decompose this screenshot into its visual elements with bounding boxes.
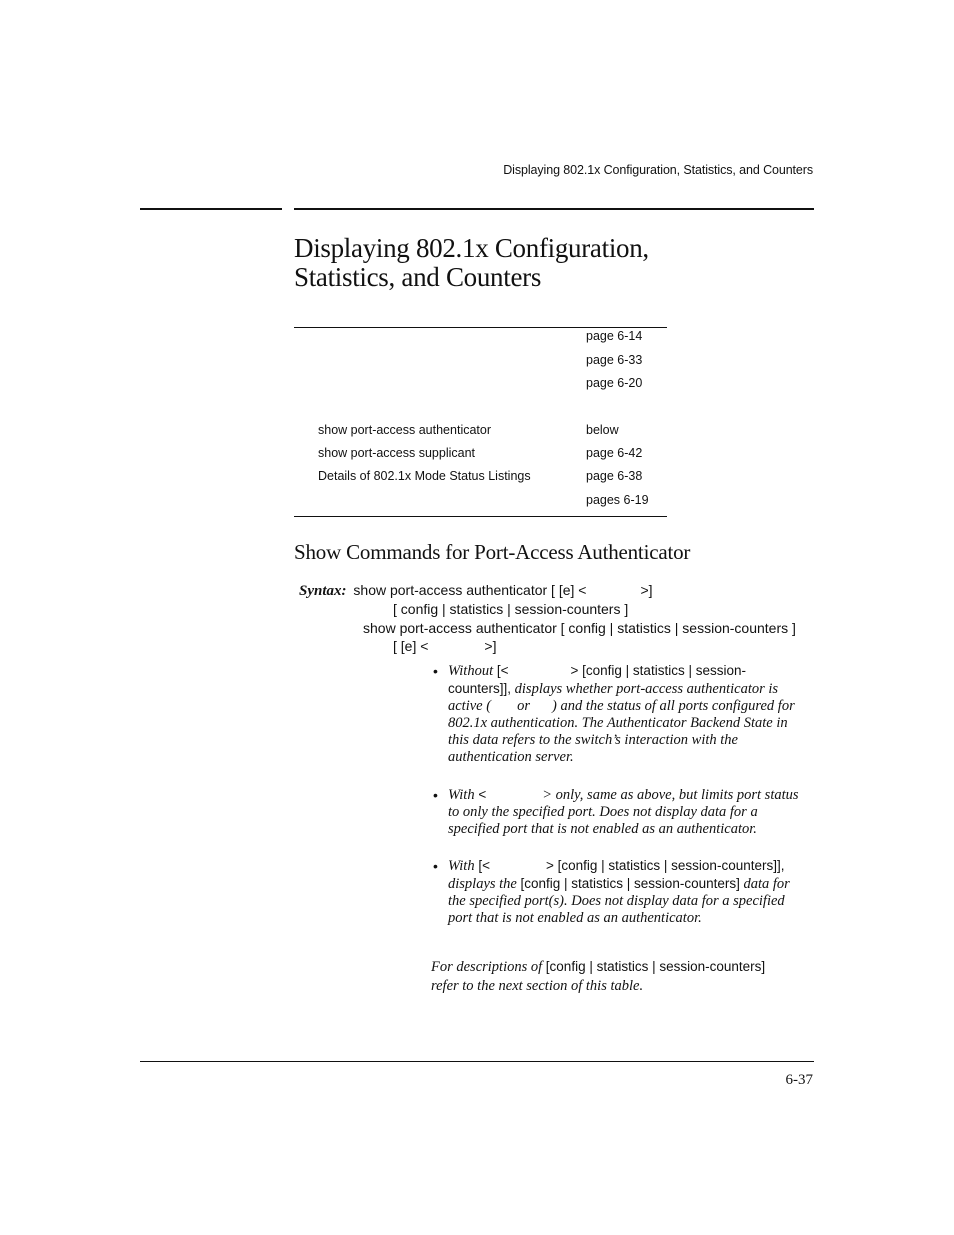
syntax-command-4: [ [e] < <box>393 638 429 654</box>
toc-row <box>294 423 667 443</box>
chapter-title <box>294 234 649 292</box>
bullet-item-without-port: Without [< > [config | statistics | session-counters]], displays whether port-access authenticator is active ( or ) and the status of all ports configured for 802.1x authentication. The Authenticator Backend State in this data refers to the switch’s interaction with the authentication server. <box>448 663 795 766</box>
syntax-command-1-end: >] <box>640 582 653 598</box>
syntax-line-1 <box>299 582 653 600</box>
chapter-title-line-1: Displaying 802.1x Configuration, <box>294 233 649 263</box>
toc-row <box>294 376 667 396</box>
toc-topic: show port-access supplicant <box>318 446 476 460</box>
section-heading: Show Commands for Port-Access Authenticator <box>294 540 691 564</box>
toc-topic: Details of 802.1x Mode Status Listings <box>318 469 531 483</box>
bullet-item-with-port-options: With [< > [config | statistics | session-counters]], displays the [config | statistics | session-counters] data for the specified port(s). Does not display data for a specified port that is not enabled as an authenticator. <box>448 858 790 927</box>
toc-row <box>294 446 667 466</box>
bullet-dot: • <box>433 858 438 874</box>
syntax-label: Syntax: <box>299 583 347 599</box>
descriptions-note: For descriptions of [config | statistics | session-counters] refer to the next section of this table. <box>431 959 766 994</box>
footer-rule <box>140 1061 814 1062</box>
toc-page-ref: page 6-38 <box>586 469 643 483</box>
syntax-line-2: [ config | statistics | session-counters ] <box>393 601 629 617</box>
toc-row <box>294 329 667 349</box>
chapter-title-line-2: Statistics, and Counters <box>294 262 542 292</box>
toc-page-ref: below <box>586 423 619 437</box>
header-rule-left <box>140 208 282 210</box>
header-rule-right <box>294 208 814 210</box>
toc-page-ref: page 6-42 <box>586 446 643 460</box>
topic-table <box>294 327 667 517</box>
toc-page-ref: page 6-14 <box>586 329 643 343</box>
toc-topic: show port-access authenticator <box>318 423 492 437</box>
bullet-item-with-port: With < > only, same as above, but limits port status to only the specified port. Does not display data for a specified port that is not enabled as an authenticator. <box>448 787 799 838</box>
syntax-line-3: show port-access authenticator [ config | statistics | session-counters ] <box>363 620 796 636</box>
syntax-line-4 <box>393 638 497 654</box>
syntax-command-1: show port-access authenticator [ [e] < <box>353 582 587 598</box>
toc-page-ref: page 6-20 <box>586 376 643 390</box>
toc-page-ref: pages 6-19 <box>586 493 649 507</box>
toc-row <box>294 493 667 513</box>
page-number: 6-37 <box>785 1072 813 1088</box>
bullet-dot: • <box>433 663 438 679</box>
bullet-dot: • <box>433 787 438 803</box>
toc-page-ref: page 6-33 <box>586 353 643 367</box>
syntax-command-4-end: >] <box>484 638 497 654</box>
running-header: Displaying 802.1x Configuration, Statistics, and Counters <box>503 163 813 177</box>
toc-row <box>294 469 667 489</box>
toc-row <box>294 353 667 373</box>
